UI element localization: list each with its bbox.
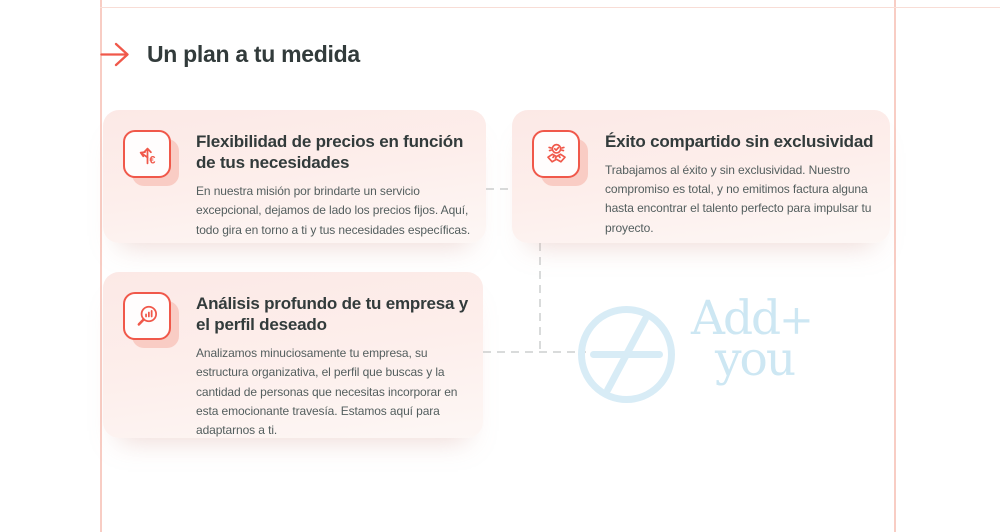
feature-card-shared-success — [512, 110, 890, 243]
connector-line-horizontal-top — [486, 188, 512, 190]
plus-glyph: + — [779, 296, 814, 344]
watermark-wordmark — [691, 291, 814, 387]
card-body: Analizamos minuciosamente tu empresa, su estructura organizativa, el perfil que buscas y la cantidad de personas que necesitas incorporar en esta emocionante travesía. Estamos aquí para adaptarnos a ti. — [196, 346, 458, 437]
wordmark-line-top: Add+ — [691, 291, 814, 346]
page-title: Un plan a tu medida — [147, 41, 360, 67]
card-text — [196, 292, 474, 437]
card-body: En nuestra misión por brindarte un servicio excepcional, dejamos de lado los precios fijos. Aquí, todo gira en torno a ti y tus necesidades específicas. — [196, 184, 471, 237]
card-body: Trabajamos al éxito y sin exclusividad. Nuestro compromiso es total, y no emitimos factura alguna hasta encontrar el talento perfecto para impulsar tu proyecto. — [605, 163, 872, 235]
left-guide-line — [100, 0, 102, 532]
magnifier-chart-icon — [123, 292, 171, 340]
card-text — [605, 130, 882, 235]
feature-card-pricing-flexibility — [103, 110, 486, 243]
card-text — [196, 130, 474, 237]
card-icon-wrap — [123, 130, 180, 187]
plus-circle-logo-icon — [578, 306, 675, 403]
connector-line-horizontal-bottom — [483, 351, 586, 353]
arrow-right-icon — [99, 40, 130, 69]
handshake-check-icon — [532, 130, 580, 178]
top-guide-line — [100, 7, 1000, 8]
card-title: Éxito compartido sin exclusividad — [605, 132, 874, 151]
card-title: Análisis profundo de tu empresa y el perfil deseado — [196, 294, 469, 335]
split-arrows-euro-icon — [123, 130, 171, 178]
section-header — [99, 40, 360, 69]
brand-watermark — [578, 291, 814, 403]
feature-card-company-analysis — [103, 272, 483, 438]
right-guide-line — [894, 0, 896, 532]
card-icon-wrap — [123, 292, 180, 349]
card-icon-wrap — [532, 130, 589, 187]
connector-line-vertical — [539, 243, 541, 352]
svg-text:€: € — [148, 154, 155, 167]
card-title: Flexibilidad de precios en función de tus necesidades — [196, 132, 464, 173]
wordmark-line-bottom: you — [715, 331, 795, 387]
